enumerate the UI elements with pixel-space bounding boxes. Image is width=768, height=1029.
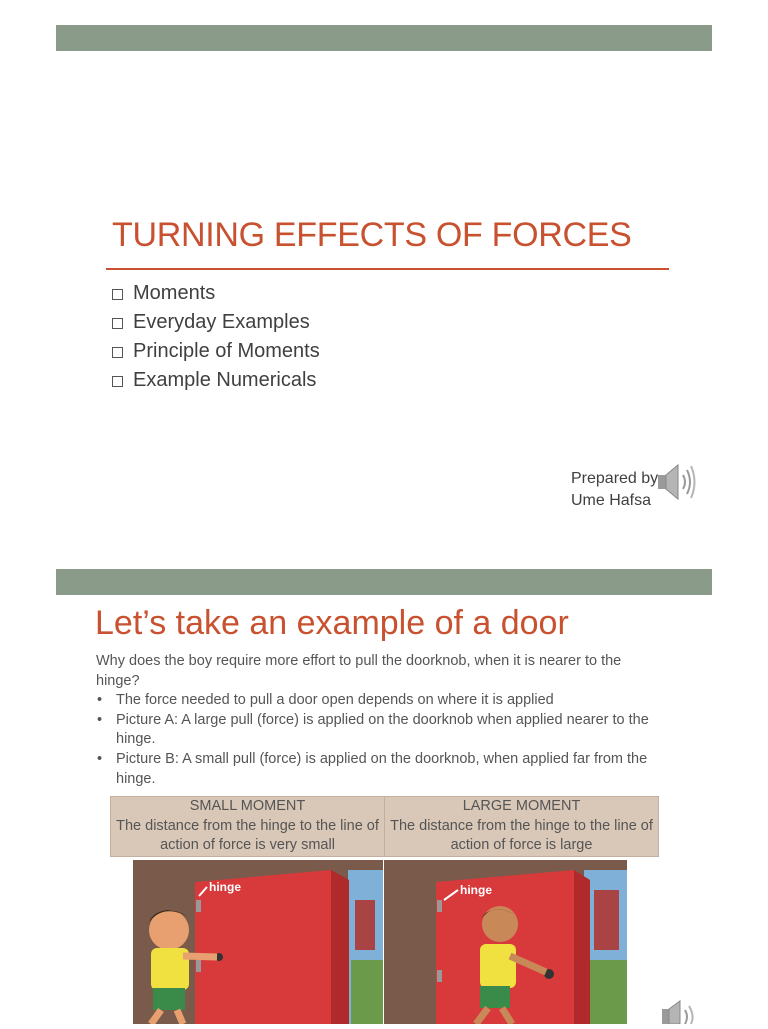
hinge-label: hinge <box>209 880 241 894</box>
credit-prepared-by: Prepared by <box>571 470 659 487</box>
topic-item: Moments <box>112 279 320 308</box>
slide2-header-bar <box>56 569 712 595</box>
credit-author-name: Ume Hafsa <box>571 492 652 509</box>
small-moment-cell <box>111 797 385 857</box>
small-moment-text: The distance from the hinge to the line of action of force is very small <box>116 817 379 853</box>
topic-item: Everyday Examples <box>112 308 320 337</box>
speaker-icon[interactable] <box>650 460 698 509</box>
topic-item: Example Numericals <box>112 366 320 395</box>
question-text: Why does the boy require more effort to pull the doorknob, when it is nearer to the hinge? <box>96 653 622 689</box>
slide-body <box>96 652 666 789</box>
large-moment-text: The distance from the hinge to the line of action of force is large <box>390 817 653 853</box>
checkbox-bullet-icon <box>112 376 123 387</box>
large-moment-heading: LARGE MOMENT <box>462 798 581 814</box>
speaker-icon[interactable] <box>654 998 698 1029</box>
checkbox-bullet-icon <box>112 289 123 300</box>
slide1-header-bar <box>56 25 712 51</box>
large-moment-cell <box>385 797 659 857</box>
bullet-list <box>96 691 666 789</box>
slide-title: Let’s take an example of a door <box>95 604 569 642</box>
picture-a-door-near-hinge <box>133 860 383 1024</box>
moment-comparison-table <box>110 796 659 857</box>
author-credit <box>571 468 658 512</box>
bullet-item: • Picture B: A small pull (force) is applied on the doorknob, when applied far from the hinge. <box>96 750 666 789</box>
hinge-label: hinge <box>460 883 492 897</box>
bullet-item: • The force needed to pull a door open depends on where it is applied <box>96 691 666 711</box>
topic-item: Principle of Moments <box>112 337 320 366</box>
checkbox-bullet-icon <box>112 347 123 358</box>
checkbox-bullet-icon <box>112 318 123 329</box>
bullet-item: • Picture A: A large pull (force) is applied on the doorknob when applied nearer to the hinge. <box>96 711 666 750</box>
topic-list <box>112 279 320 395</box>
slide-title: TURNING EFFECTS OF FORCES <box>112 216 632 254</box>
title-divider <box>106 268 669 270</box>
small-moment-heading: SMALL MOMENT <box>189 798 306 814</box>
picture-b-door-far-from-hinge <box>384 860 627 1024</box>
